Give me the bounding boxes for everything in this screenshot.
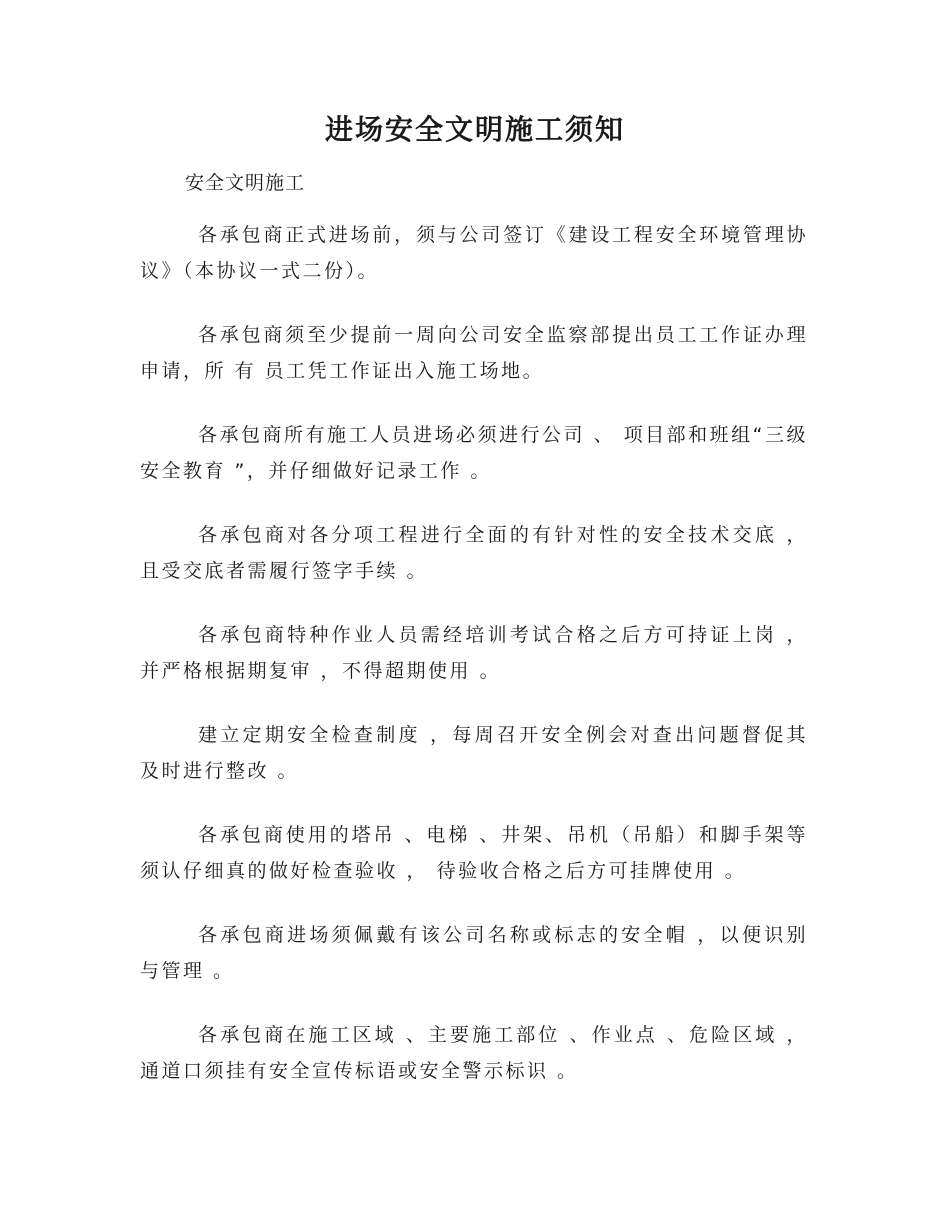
paragraph-3: 各承包商所有施工人员进场必须进行公司 、 项目部和班组“三级安全教育 ”，并仔细做好记录工作 。 <box>140 424 808 482</box>
paragraph-4: 各承包商对各分项工程进行全面的有针对性的安全技术交底 ，且受交底者需履行签字手续 。 <box>140 524 808 582</box>
paragraph-9: 各承包商在施工区域 、主要施工部位 、作业点 、危险区域 ，通道口须挂有安全宣传标语或安全警示标识 。 <box>140 1024 808 1082</box>
paragraph-1: 各承包商正式进场前，须与公司签订《建设工程安全环境管理协议》（本协议一式二份）。 <box>140 224 808 282</box>
paragraph-7: 各承包商使用的塔吊 、电梯 、井架、吊机（吊船）和脚手架等须认仔细真的做好检查验收 ， 待验收合格之后方可挂牌使用 。 <box>140 824 808 882</box>
paragraph-6: 建立定期安全检查制度 ，每周召开安全例会对查出问题督促其及时进行整改 。 <box>140 724 808 782</box>
paragraph-5: 各承包商特种作业人员需经培训考试合格之后方可持证上岗 ，并严格根据期复审 ，不得超期使用 。 <box>140 624 808 682</box>
paragraph-list <box>140 217 808 1117</box>
document-subtitle: 安全文明施工 <box>185 172 306 194</box>
paragraph-2: 各承包商须至少提前一周向公司安全监察部提出员工工作证办理申请，所 有 员工凭工作证出入施工场地。 <box>140 324 808 382</box>
document-title: 进场安全文明施工须知 <box>324 113 625 146</box>
paragraph-8: 各承包商进场须佩戴有该公司名称或标志的安全帽 ，以便识别与管理 。 <box>140 924 808 982</box>
